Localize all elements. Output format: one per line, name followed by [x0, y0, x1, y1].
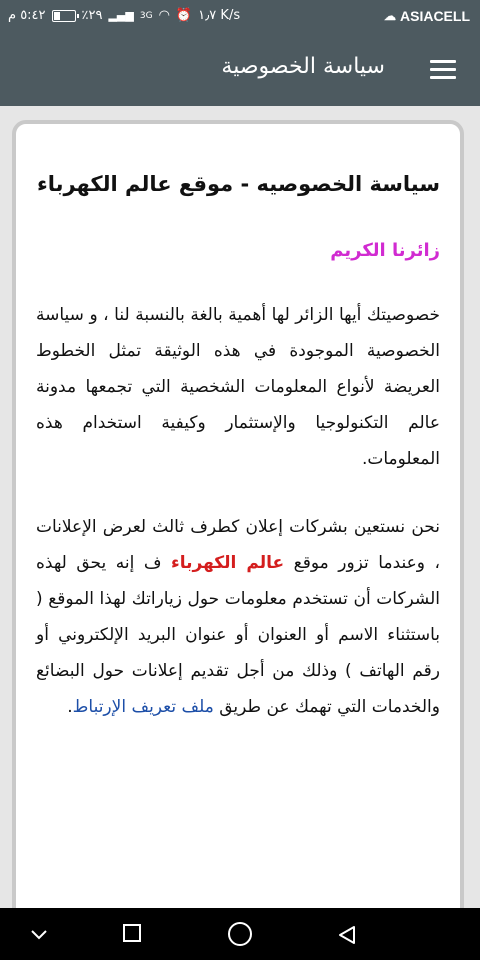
status-bar	[0, 0, 480, 34]
square-recents-icon[interactable]	[123, 924, 141, 942]
battery-icon	[52, 10, 76, 22]
paragraph-privacy: خصوصيتك أيها الزائر لها أهمية بالغة بالنسبة لنا ، و سياسة الخصوصية الموجودة في هذه الوثيقة تمثل الخطوط العريضة لأنواع المعلومات الشخصية التي تجمعها مدونة عالم التكنولوجيا والإستثمار وكيفية استخدام هذه المعلومات.	[36, 305, 440, 469]
site-name-link[interactable]: عالم الكهرباء	[171, 553, 285, 573]
triangle-back-icon[interactable]	[336, 924, 358, 946]
data-speed: ١٫٧ K/s	[198, 8, 241, 23]
cookie-profile-link[interactable]: ملف تعريف الإرتباط	[72, 697, 214, 717]
paragraph-ads	[36, 509, 440, 725]
menu-line	[430, 60, 456, 63]
ads-text-2: ف إنه يحق لهذه الشركات أن تستخدم معلومات حول زياراتك لهذا الموقع ( باستثناء الاسم أو العنوان أو عنوان البريد الإلكتروني أو رقم الهاتف ) وذلك من أجل تقديم إعلانات حول البضائع والخدمات التي تهمك عن طريق	[36, 553, 440, 717]
article-card	[12, 120, 464, 940]
chevron-down-icon[interactable]	[30, 926, 48, 944]
status-left	[8, 8, 240, 23]
page-title: سياسة الخصوصية	[221, 54, 385, 79]
article-content	[36, 172, 440, 757]
clock: ٥:٤٢ م	[8, 8, 46, 23]
menu-line	[430, 76, 456, 79]
hamburger-icon[interactable]	[430, 60, 456, 80]
greeting: زائرنا الكريم	[330, 240, 440, 261]
alarm-icon: ⏰	[175, 8, 193, 23]
system-nav-bar	[0, 908, 480, 960]
cloud-icon: ☁	[384, 9, 396, 23]
carrier	[384, 8, 470, 24]
ads-text-1: نحن نستعين بشركات إعلان كطرف ثالث لعرض الإعلانات ، وعندما تزور موقع	[36, 517, 441, 573]
article-heading: سياسة الخصوصيه - موقع عالم الكهرباء	[36, 172, 440, 196]
ads-text-end: .	[67, 697, 73, 717]
signal-icon: ▂▄▆	[108, 9, 134, 22]
carrier-name: ASIACELL	[400, 8, 470, 24]
menu-line	[430, 68, 456, 71]
circle-home-icon[interactable]	[228, 922, 252, 946]
wifi-icon: ◠	[158, 8, 170, 23]
battery-level: ٪٢٩	[81, 8, 103, 23]
network-type: 3G	[139, 10, 153, 21]
app-bar	[0, 34, 480, 106]
